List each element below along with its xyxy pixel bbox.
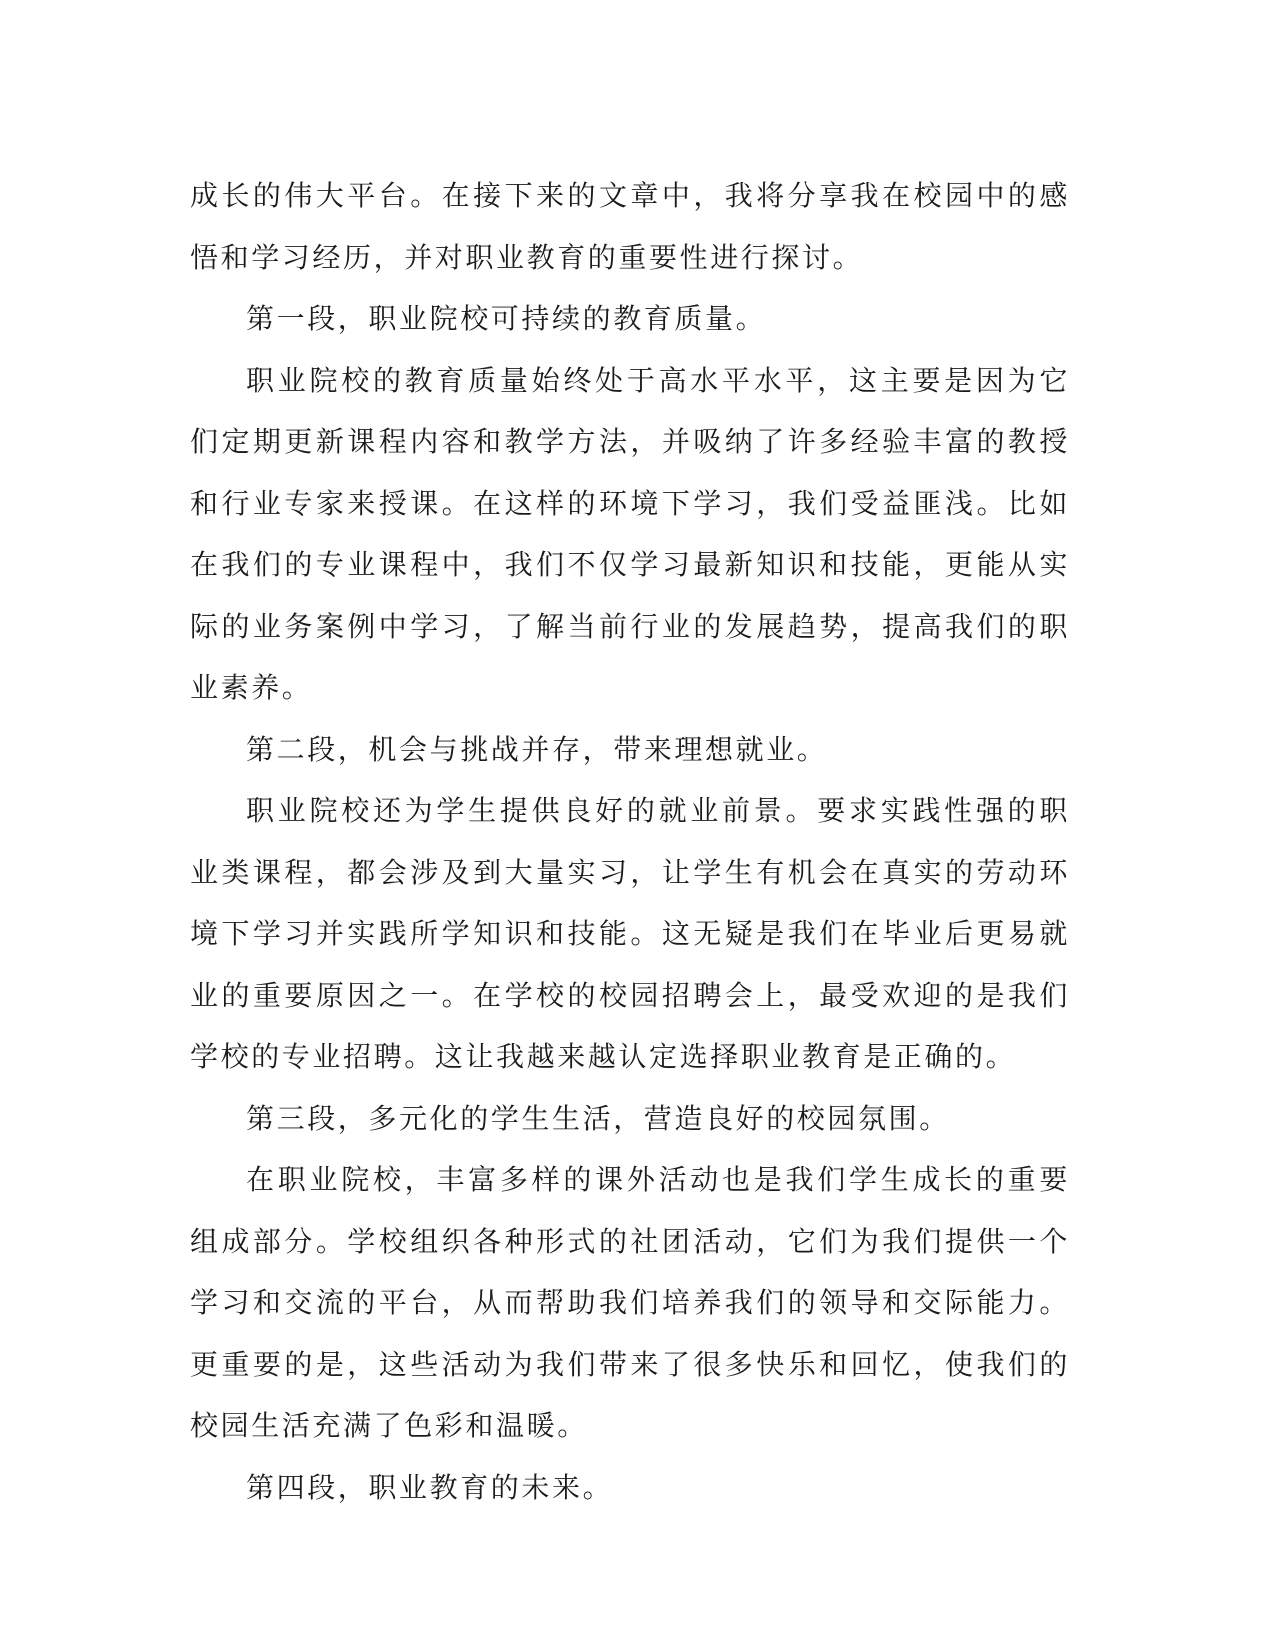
section-heading-4: 第四段，职业教育的未来。 <box>246 1470 614 1504</box>
section-heading-2: 第二段，机会与挑战并存，带来理想就业。 <box>246 732 828 766</box>
paragraph-education-quality: 职业院校的教育质量始终处于高水平水平，这主要是因为它们定期更新课程内容和教学方法，并吸纳了许多经验丰富的教授和行业专家来授课。在这样的环境下学习，我们受益匪浅。比如在我们的专业课程中，我们不仅学习最新知识和技能，更能从实际的业务案例中学习，了解当前行业的发展趋势，提高我们的职业素养。 <box>190 363 1070 704</box>
paragraph-continuation: 成长的伟大平台。在接下来的文章中，我将分享我在校园中的感悟和学习经历，并对职业教育的重要性进行探讨。 <box>190 179 1070 274</box>
section-heading-1: 第一段，职业院校可持续的教育质量。 <box>246 302 767 335</box>
document-body <box>190 165 1070 1518</box>
paragraph-employment: 职业院校还为学生提供良好的就业前景。要求实践性强的职业类课程，都会涉及到大量实习，让学生有机会在真实的劳动环境下学习并实践所学知识和技能。这无疑是我们在毕业后更易就业的重要原因之一。在学校的校园招聘会上，最受欢迎的是我们学校的专业招聘。这让我越来越认定选择职业教育是正确的。 <box>190 794 1070 1073</box>
section-heading-3: 第三段，多元化的学生生活，营造良好的校园氛围。 <box>246 1101 950 1135</box>
paragraph-student-life: 在职业院校，丰富多样的课外活动也是我们学生成长的重要组成部分。学校组织各种形式的社团活动，它们为我们提供一个学习和交流的平台，从而帮助我们培养我们的领导和交际能力。更重要的是，这些活动为我们带来了很多快乐和回忆，使我们的校园生活充满了色彩和温暖。 <box>190 1163 1070 1442</box>
